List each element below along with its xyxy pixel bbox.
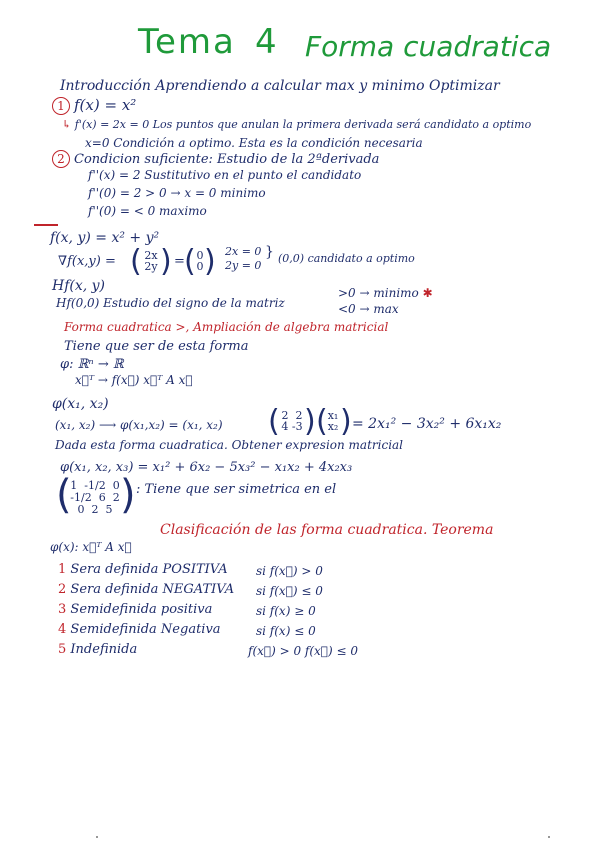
phi-three-vars: φ(x₁, x₂, x₃) = x₁² + 6x₂ − 5x₃² − x₁x₂ + 4x₂x₃ <box>60 460 353 475</box>
section-2-head <box>52 150 379 168</box>
page-mark-left <box>96 836 98 838</box>
section-1-number: 1 <box>52 97 70 115</box>
classification-cond-3: si f(x) ≥ 0 <box>256 604 316 618</box>
classification-cond-1: si f(x⃗) > 0 <box>256 564 323 578</box>
hessian-negative: <0 → max <box>338 302 399 316</box>
symmetric-matrix: 1 -1/2 0 -1/2 6 2 0 2 5 <box>70 479 120 516</box>
section-1-function: f(x) = x² <box>74 96 137 114</box>
phi-two-matrix: 2 2 4 -3 <box>281 409 303 433</box>
hessian-general: Hf(x, y) <box>52 278 106 294</box>
clasificacion-heading: Clasificación de las forma cuadratica. Teorema <box>160 522 494 538</box>
hessian-at-origin: Hf(0,0) Estudio del signo de la matriz <box>56 296 285 310</box>
phi-rule: x⃗ᵀ → f(x⃗) x⃗ᵀ A x⃗ <box>75 373 193 387</box>
system-line-2: 2y = 0 <box>225 259 262 272</box>
classification-item-1: 1 Sera definida POSITIVA <box>58 562 228 577</box>
section-2-line-3: f''(0) = < 0 maximo <box>88 204 207 218</box>
dada-line: Dada esta forma cuadratica. Obtener expresion matricial <box>55 438 404 452</box>
notebook-page: Tema 4 Forma cuadratica Introducción Aprendiendo a calcular max y minimo Optimizar 1 f(x) = x² ↳ f'(x) = 2x = 0 Los puntos que anulan la primera derivada será candidato a optimo x=0 Condición a optimo. Esta es la condición necesaria 2 Condicion suficiente: Estudio de la 2ªderivada f''(x) = 2 Sustitutivo en el punto el candidato f''(0) = 2 > 0 → x = 0 minimo f''(0) = < 0 maximo f(x, y) = x² + y² ∇f(x,y) = ( 2x 2y ) = ( 0 0 ) 2x = 0 2y = 0 } (0,0) candidato a optimo Hf(x, y) Hf(0,0) Estudio del signo de la matriz >0 → minimo ✱ <0 → max Forma cuadratica >, Ampliación de algebra matricial Tiene que ser de esta forma φ: ℝⁿ → ℝ x⃗ᵀ → f(x⃗) x⃗ᵀ A x⃗ φ(x₁, x₂) (x₁, x₂) ⟶ φ(x₁,x₂) = (x₁, x₂) ( 2 2 4 -3 ) ( x₁ x₂ ) = 2x₁² − 3x₂² + 6x₁x₂ Dada esta forma cuadratica. Obtener expresion matricial φ(x₁, x₂, x₃) = x₁² + 6x₂ − 5x₃² − x₁x₂ + 4x₂x₃ ( 1 -1/2 0 -1/2 6 2 0 2 5 ) : Tiene que ser simetrica en el Clasificación de las forma cuadratica. Teorema φ(x): x⃗ᵀ A x⃗ 1 Sera definida POSITIVA si f(x⃗) > 0 2 Sera definida NEGATIVA si f(x⃗) ≤ 0 3 Semidefinida positiva si f(x) ≥ 0 4 Semidefinida Negativa si f(x) ≤ 0 5 Indefinida f(x⃗) > 0 f(x⃗) ≤ 0 <box>0 0 600 848</box>
classification-cond-5: f(x⃗) > 0 f(x⃗) ≤ 0 <box>248 644 358 658</box>
classification-cond-2: si f(x⃗) ≤ 0 <box>256 584 323 598</box>
classification-item-5: 5 Indefinida <box>58 642 138 657</box>
title-number: 4 <box>255 22 279 62</box>
symmetric-note: : Tiene que ser simetrica en el <box>136 482 337 497</box>
phi-map: φ: ℝⁿ → ℝ <box>60 357 124 372</box>
tiene-que-ser: Tiene que ser de esta forma <box>64 339 249 354</box>
forma-cuadratica-note: Forma cuadratica >, Ampliación de algebra matricial <box>64 320 389 334</box>
fxy-definition: f(x, y) = x² + y² <box>50 230 160 246</box>
classification-item-4: 4 Semidefinida Negativa <box>58 622 221 637</box>
section-2-line-1: f''(x) = 2 Sustitutivo en el punto el candidato <box>88 168 362 182</box>
section-2-line-2: f''(0) = 2 > 0 → x = 0 minimo <box>88 186 266 200</box>
system-brace: } <box>265 244 274 260</box>
section-2-number: 2 <box>52 150 70 168</box>
section-1-condition: x=0 Condición a optimo. Esta es la condición necesaria <box>85 136 423 150</box>
section-1-derivative: ↳ f'(x) = 2x = 0 Los puntos que anulan la primera derivada será candidato a optimo <box>62 118 532 131</box>
classification-item-2: 2 Sera definida NEGATIVA <box>58 582 235 597</box>
gradient-equals: = <box>174 254 185 269</box>
gradient-vector: 2x 2y <box>144 249 158 273</box>
title-forma-cuadratica: Forma cuadratica <box>305 30 552 63</box>
system-line-1: 2x = 0 <box>225 245 262 258</box>
section-1-fx <box>52 96 136 115</box>
classification-cond-4: si f(x) ≤ 0 <box>256 624 316 638</box>
title-tema: Tema <box>138 22 236 62</box>
phi-two-vars: φ(x₁, x₂) <box>52 396 109 412</box>
phi-two-lhs: (x₁, x₂) ⟶ φ(x₁,x₂) = (x₁, x₂) <box>55 418 223 432</box>
section-1-derivative-text: f'(x) = 2x = 0 Los puntos que anulan la primera derivada será candidato a optimo <box>74 118 532 131</box>
system-candidate: (0,0) candidato a optimo <box>278 252 415 265</box>
zero-vector: 0 0 <box>196 249 204 273</box>
classification-item-3: 3 Semidefinida positiva <box>58 602 213 617</box>
red-divider <box>34 224 58 226</box>
phi-definition: φ(x): x⃗ᵀ A x⃗ <box>50 540 132 554</box>
hessian-positive: >0 → minimo ✱ <box>338 286 433 300</box>
section-2-head-text: Condicion suficiente: Estudio de la 2ªderivada <box>74 152 380 167</box>
phi-two-rhs: = 2x₁² − 3x₂² + 6x₁x₂ <box>352 416 502 432</box>
intro-line: Introducción Aprendiendo a calcular max y minimo Optimizar <box>60 78 500 94</box>
phi-two-vector: x₁ x₂ <box>327 409 339 433</box>
page-mark-right <box>548 836 550 838</box>
gradient-lhs: ∇f(x,y) = <box>58 254 116 269</box>
